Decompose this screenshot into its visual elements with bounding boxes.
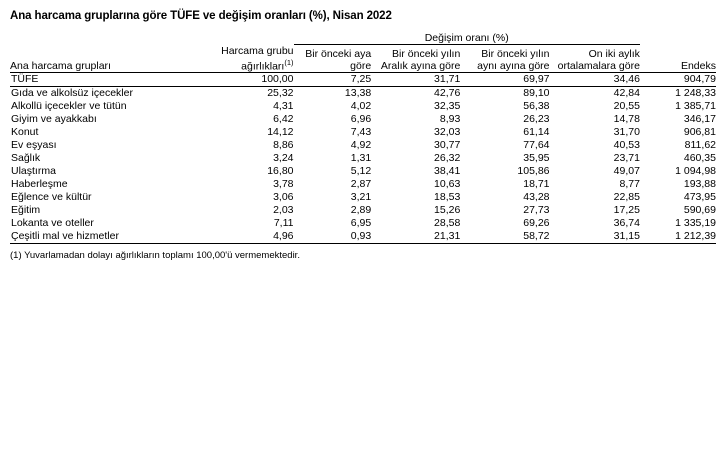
row-label: Eğlence ve kültür (11, 191, 92, 203)
cell-twelve-month-avg: 49,07 (613, 165, 640, 177)
cell-prev-year-same-month: 105,86 (517, 165, 550, 177)
change-rate-group-label: Değişim oranı (%) (424, 32, 509, 44)
cell-index: 193,88 (683, 178, 716, 190)
cell-prev-year-dec: 42,76 (434, 87, 461, 99)
row-label: Sağlık (11, 152, 41, 164)
cell-prev-year-dec: 8,93 (439, 113, 461, 125)
col-header-group: Ana harcama grupları (10, 60, 111, 72)
cell-index: 811,62 (684, 139, 716, 151)
cell-index: 1 094,98 (675, 165, 716, 177)
table-body (10, 73, 716, 244)
table-row (10, 178, 716, 191)
cell-prev-year-same-month: 27,73 (523, 204, 550, 216)
cell-prev-year-same-month: 77,64 (523, 139, 550, 151)
col-header-index: Endeks (680, 60, 716, 72)
table-row (10, 100, 716, 113)
cell-index: 346,17 (683, 113, 716, 125)
table-row (10, 204, 716, 217)
cell-prev-year-same-month: 35,95 (523, 152, 550, 164)
cell-weight: 8,86 (273, 139, 294, 151)
cell-index: 1 212,39 (675, 230, 716, 242)
cell-twelve-month-avg: 8,77 (619, 178, 640, 190)
cell-prev-year-dec: 15,26 (434, 204, 461, 216)
cell-prev-year-dec: 26,32 (434, 152, 461, 164)
cell-weight: 2,03 (273, 204, 294, 216)
cell-twelve-month-avg: 34,46 (613, 73, 640, 85)
table-row (10, 87, 716, 101)
col-header-weight-text: Harcama grubu ağırlıkları (221, 44, 294, 72)
col-header-weight (203, 45, 293, 73)
col-header-prev-year-same-month: Bir önceki yılın aynı ayına göre (477, 48, 550, 72)
cell-prev-year-dec: 28,58 (434, 217, 461, 229)
cell-prev-year-dec: 10,63 (434, 178, 461, 190)
row-label: Ev eşyası (11, 139, 57, 151)
cell-twelve-month-avg: 42,84 (613, 87, 640, 99)
cell-prev-year-same-month: 69,26 (523, 217, 550, 229)
table-bottom-rule-row (10, 243, 716, 244)
cell-prev-year-dec: 18,53 (434, 191, 461, 203)
cell-prev-year-dec: 31,71 (434, 73, 461, 85)
row-label: Çeşitli mal ve hizmetler (11, 230, 119, 242)
table-row (10, 165, 716, 178)
cell-prev-year-dec: 32,35 (434, 100, 461, 112)
cell-index: 1 248,33 (675, 87, 716, 99)
cell-index: 904,79 (683, 73, 716, 85)
cell-prev-month: 1,31 (350, 152, 372, 164)
table-row (10, 126, 716, 139)
cell-prev-month: 4,92 (350, 139, 372, 151)
col-header-twelve-month-average: On iki aylık ortalamalara göre (557, 48, 640, 72)
cell-weight: 4,96 (273, 230, 294, 242)
cell-twelve-month-avg: 22,85 (613, 191, 640, 203)
spacer-cell (203, 32, 293, 44)
cell-twelve-month-avg: 17,25 (613, 204, 640, 216)
footer-rule-cell (10, 243, 716, 244)
row-label: TÜFE (11, 73, 39, 85)
cell-prev-month: 2,89 (350, 204, 372, 216)
cell-weight: 4,31 (273, 100, 294, 112)
cell-weight: 3,06 (273, 191, 294, 203)
cell-prev-year-same-month: 58,72 (523, 230, 550, 242)
row-label: Giyim ve ayakkabı (11, 113, 97, 125)
row-label: Alkollü içecekler ve tütün (11, 100, 127, 112)
cell-index: 906,81 (683, 126, 716, 138)
cell-prev-year-dec: 32,03 (434, 126, 461, 138)
footnote: (1) Yuvarlamadan dolayı ağırlıkların toplamı 100,00'ü vermemektedir. (10, 250, 300, 261)
row-label: Konut (11, 126, 39, 138)
cell-twelve-month-avg: 31,15 (613, 230, 640, 242)
cell-prev-year-dec: 38,41 (434, 165, 461, 177)
cell-index: 460,35 (683, 152, 716, 164)
col-header-prev-month: Bir önceki aya göre (305, 48, 372, 72)
cell-prev-year-same-month: 26,23 (523, 113, 550, 125)
cell-weight: 3,24 (273, 152, 294, 164)
cell-twelve-month-avg: 31,70 (613, 126, 640, 138)
cell-weight: 7,11 (273, 217, 294, 229)
row-label: Gıda ve alkolsüz içecekler (11, 87, 133, 99)
cell-prev-month: 2,87 (350, 178, 372, 190)
cell-prev-month: 0,93 (350, 230, 372, 242)
table-row (10, 191, 716, 204)
table-row (10, 113, 716, 126)
table-row (10, 73, 716, 87)
cell-twelve-month-avg: 23,71 (613, 152, 640, 164)
cell-prev-year-same-month: 69,97 (523, 73, 550, 85)
cell-prev-year-same-month: 43,28 (523, 191, 550, 203)
cell-weight: 16,80 (267, 165, 294, 177)
cell-weight: 14,12 (267, 126, 294, 138)
cell-prev-month: 13,38 (344, 87, 372, 99)
table-row (10, 152, 716, 165)
cell-prev-year-dec: 30,77 (434, 139, 461, 151)
cell-twelve-month-avg: 14,78 (613, 113, 640, 125)
cell-index: 1 335,19 (675, 217, 716, 229)
cell-weight: 6,42 (273, 113, 294, 125)
row-label: Lokanta ve oteller (11, 217, 94, 229)
cell-index: 590,69 (683, 204, 716, 216)
col-header-weight-footnote-marker: (1) (284, 57, 294, 67)
cell-index: 473,95 (683, 191, 716, 203)
cell-prev-year-same-month: 61,14 (523, 126, 550, 138)
footer-rule-table (10, 243, 716, 244)
cell-prev-year-same-month: 89,10 (523, 87, 550, 99)
table-head (10, 32, 716, 73)
cell-prev-year-same-month: 18,71 (523, 178, 550, 190)
col-header-prev-year-december: Bir önceki yılın Aralık ayına göre (380, 48, 461, 72)
cell-twelve-month-avg: 20,55 (613, 100, 640, 112)
cpi-table (10, 32, 716, 243)
cell-twelve-month-avg: 40,53 (613, 139, 640, 151)
cell-prev-year-same-month: 56,38 (523, 100, 550, 112)
cell-prev-month: 5,12 (350, 165, 372, 177)
row-label: Eğitim (11, 204, 41, 216)
cell-prev-month: 6,96 (350, 113, 372, 125)
table-row (10, 217, 716, 230)
spacer-cell (640, 32, 716, 44)
cell-prev-month: 4,02 (350, 100, 372, 112)
row-label: Haberleşme (11, 178, 68, 190)
row-label: Ulaştırma (11, 165, 56, 177)
cell-weight: 3,78 (273, 178, 294, 190)
column-header-row (10, 45, 716, 73)
page-title: Ana harcama gruplarına göre TÜFE ve değişim oranları (%), Nisan 2022 (10, 10, 392, 22)
change-group-row (10, 32, 716, 44)
spacer-cell (10, 32, 203, 44)
cell-prev-month: 3,21 (350, 191, 372, 203)
table-row (10, 139, 716, 152)
cell-index: 1 385,71 (675, 100, 716, 112)
cell-prev-month: 6,95 (350, 217, 372, 229)
cell-weight: 25,32 (267, 87, 294, 99)
cell-weight: 100,00 (261, 73, 294, 85)
cell-prev-month: 7,43 (350, 126, 372, 138)
cell-prev-month: 7,25 (350, 73, 372, 85)
cell-twelve-month-avg: 36,74 (613, 217, 640, 229)
cell-prev-year-dec: 21,31 (434, 230, 461, 242)
table-row (10, 230, 716, 243)
